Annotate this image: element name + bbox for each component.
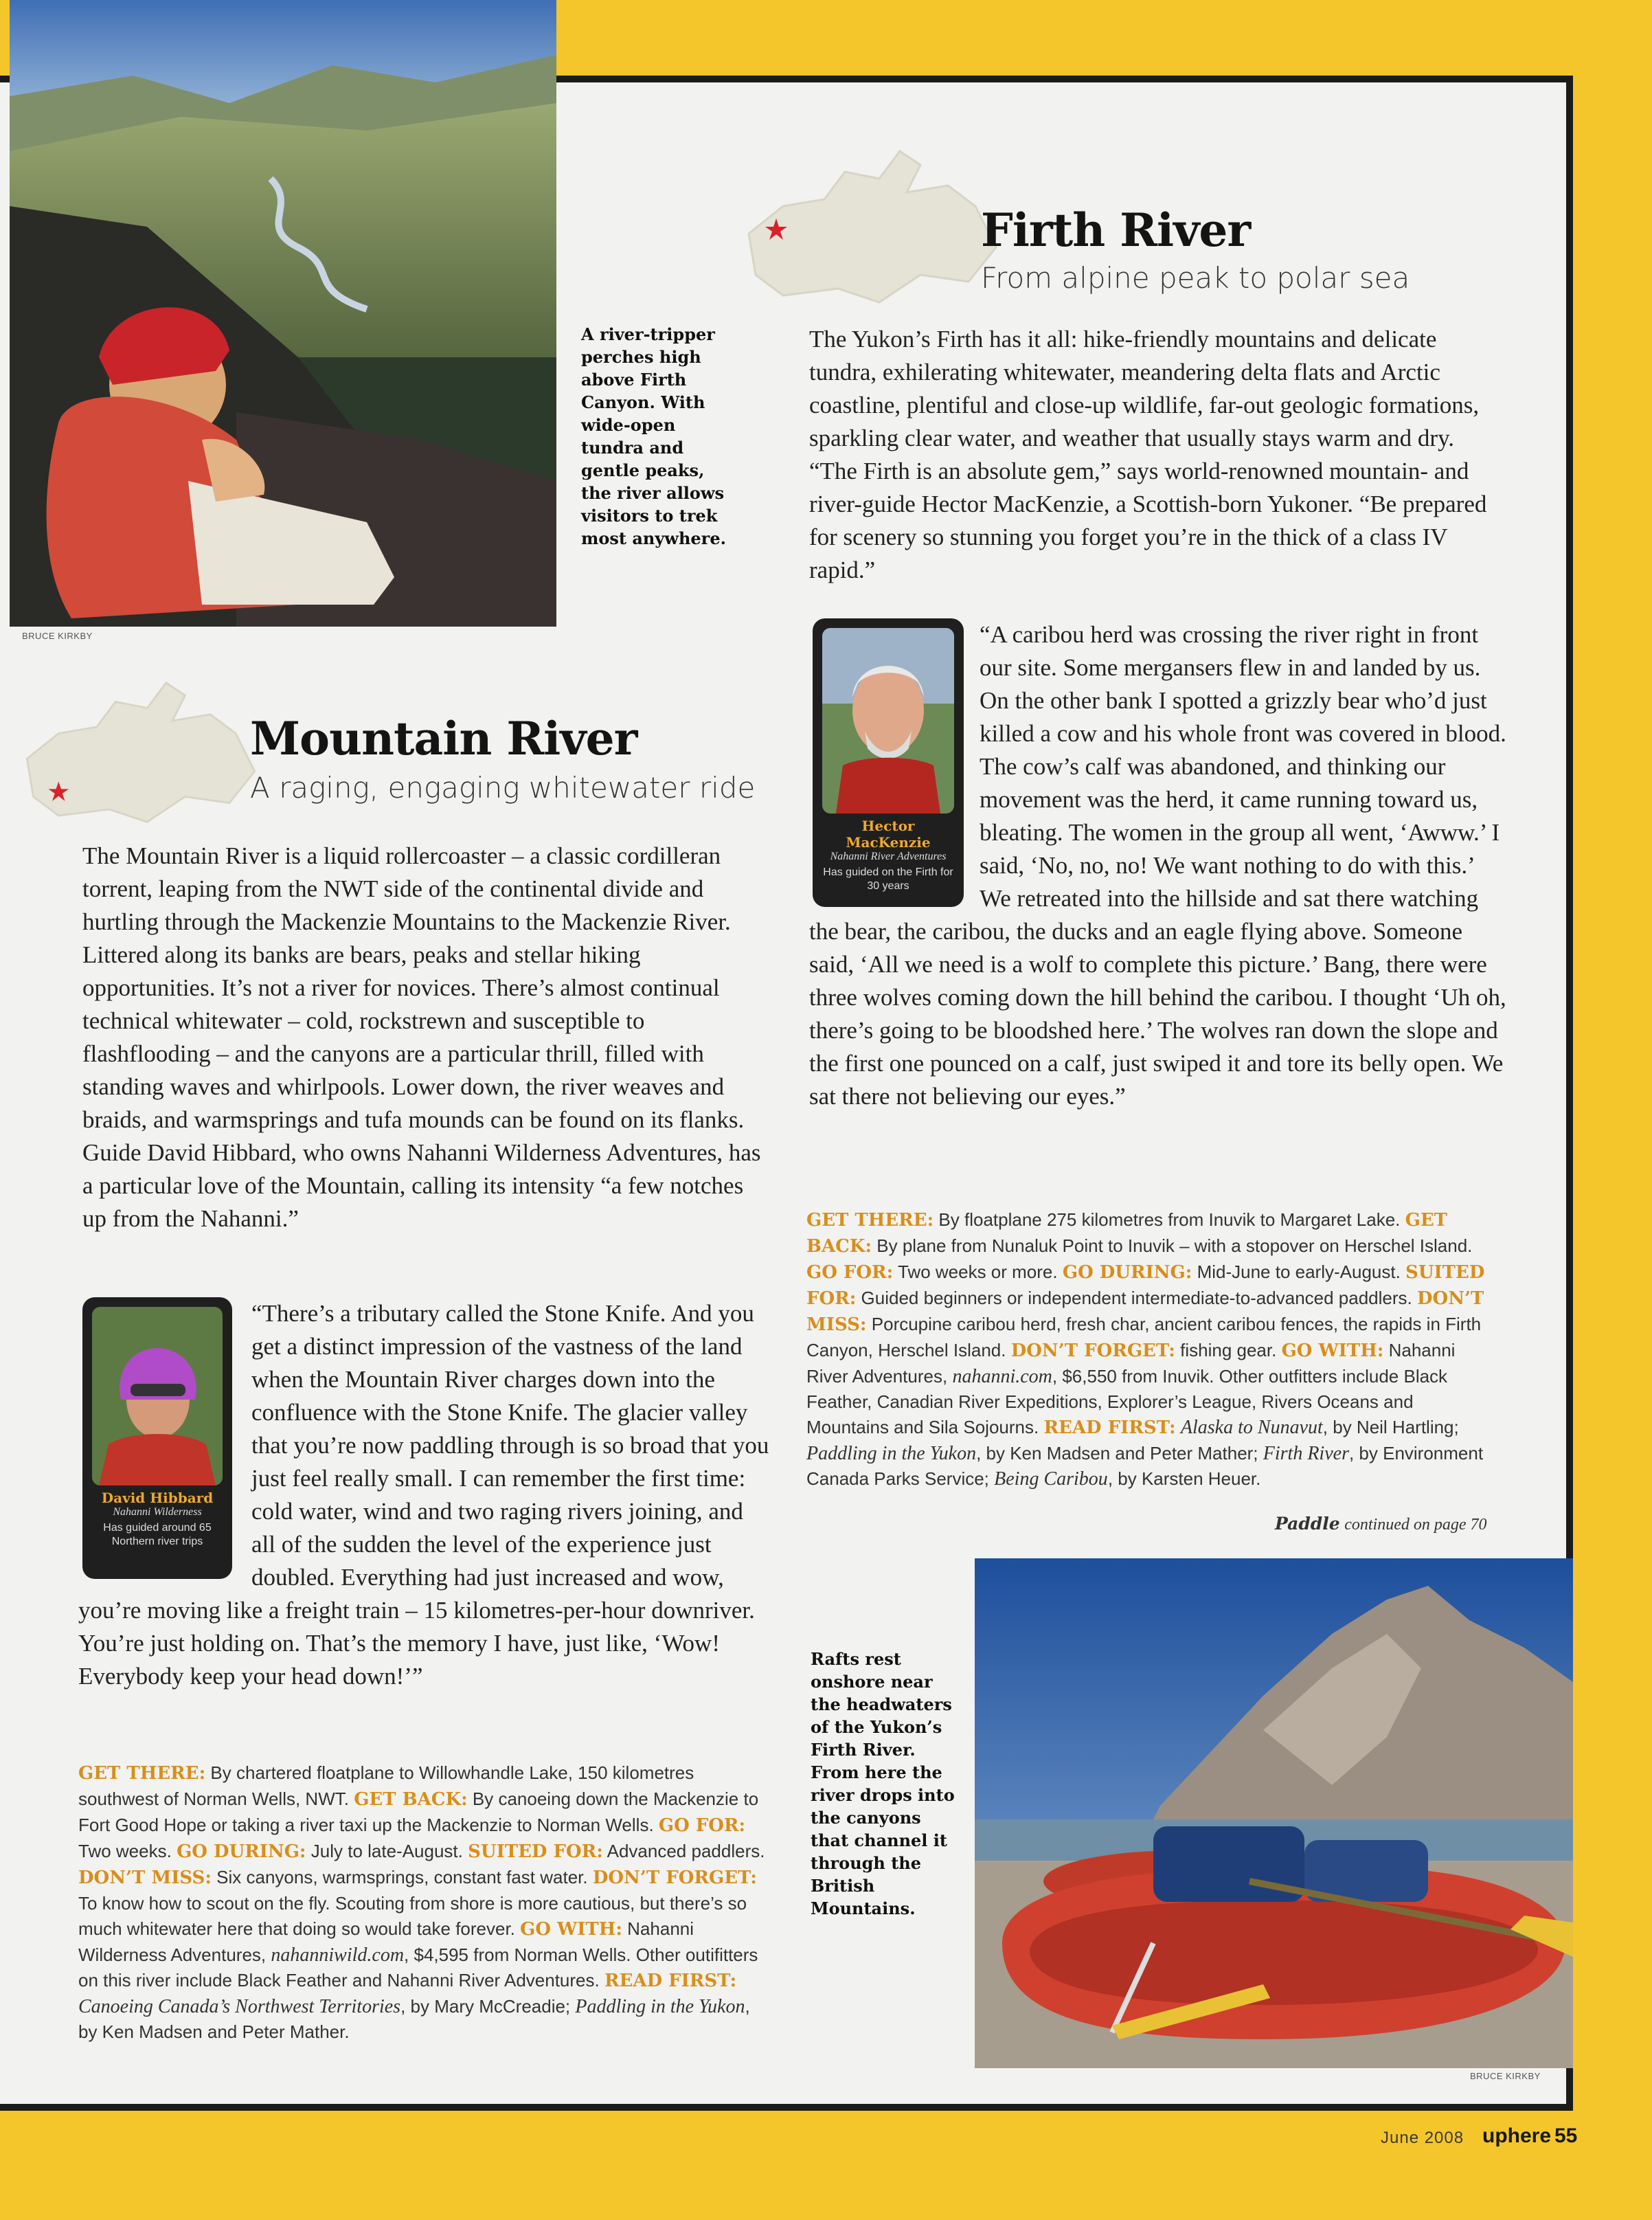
magazine-name: uphere	[1482, 2124, 1552, 2147]
firth-river-intro: The Yukon’s Firth has it all: hike-friendly mountains and delicate tundra, exhilerating whitewater, meandering delta flats and Arctic coastline, plentiful and close-up wildlife, far-out geologic formations, sparkling clear water, and weather that usually stays warm and dry. “The Firth is an absolute gem,” says world-renowned mountain- and river-guide Hector MacKenzie, a Scottish-born Yukoner. “Be prepared for scenery so stunning you forget you’re in the thick of a class IV rapid.”	[809, 326, 1487, 583]
top-photo-credit: BRUCE KIRKBY	[22, 631, 93, 641]
mountain-river-subtitle: A raging, engaging whitewater ride	[250, 771, 756, 805]
mountain-valley-photo	[10, 0, 556, 627]
mountain-river-facts: GET THERE: By chartered floatplane to Willowhandle Lake, 150 kilometres southwest of Norman Wells, NWT. GET BACK: By canoeing down the Mackenzie to Fort Good Hope or taking a river taxi up the Mackenzie to Norman Wells. GO FOR: Two weeks. GO DURING: July to late-August. SUITED FOR: Advanced paddlers. DON’T MISS: Six canyons, warmsprings, constant fast water. DON’T FORGET: To know how to scout on the fly. Scouting from shore is more cautious, but there’s so much whitewater here that doing so would take forever. GO WITH: Nahanni Wilderness Adventures, nahanniwild.com, $4,595 from Norman Wells. Other outifitters on this river include Black Feather and Nahanni River Adventures. READ FIRST: Canoeing Canada’s Northwest Territories, by Mary McCreadie; Paddling in the Yukon, by Ken Madsen and Peter Mather.	[78, 1762, 765, 2042]
guide-company-david: Nahanni Wilderness	[113, 1506, 202, 1518]
bottom-photo-caption: Rafts rest onshore near the headwaters of the Yukon’s Firth River. From here the river drops into the canyons that channel it through the British Mountains.	[811, 1649, 955, 1918]
guide-name-hector: Hector MacKenzie	[846, 818, 931, 851]
firth-quote-text: “A caribou herd was crossing the river right in front our site. Some mergansers flew in and landed by us. On the other bank I spotted a grizzly bear who’d just killed a cow and his whole front was covered in blood. The cow’s calf was abandoned, and thinking our movement was the herd, it came running toward us, bleating. The women in the group all went, ‘Awww.’ I said, ‘No, no, no! We want nothing to do with this.’ We retreated into the hillside and sat there watching the bear, the caribou, the ducks and an eagle flying above. Someone said, ‘All we need is a wolf to complete this picture.’ Bang, there were three wolves coming down the hill behind the caribou. I thought ‘Uh oh, there’s going to be bloodshed here.’ The wolves ran down the slope and the first one pounced on a calf, just swiped it and tore its belly open. We sat there not believing our eyes.”	[809, 621, 1506, 1110]
firth-river-quote	[809, 618, 1507, 1113]
canada-north-map-icon	[21, 670, 261, 835]
quote-wrap-spacer	[809, 618, 980, 907]
firth-river-title: Firth River	[981, 203, 1251, 257]
quote-wrap-spacer	[78, 1297, 251, 1586]
guide-experience-hector: Has guided on the Firth for 30 years	[823, 866, 953, 892]
guide-name-david: David Hibbard	[101, 1490, 214, 1506]
firth-river-subtitle: From alpine peak to polar sea	[981, 261, 1410, 295]
guide-company-hector: Nahanni River Adventures	[830, 851, 947, 862]
mountain-river-intro: The Mountain River is a liquid rollercoaster – a classic cordilleran torrent, leaping from the NWT side of the continental divide and hurtling through the Mackenzie Mountains to the Mackenzie River. Littered along its banks are bears, peaks and stellar hiking opportunities. It’s not a river for novices. There’s almost continual technical whitewater – cold, rockstrewn and susceptible to flashflooding – and the canyons are a particular thrill, filled with standing waves and whirlpools. Lower down, the river weaves and braids, and warmsprings and tufa mounds can be found on its flanks. Guide David Hibbard, who owns Nahanni Wilderness Adventures, has a particular love of the Mountain, calling its intensity “a few notches up from the Nahanni.”	[82, 842, 761, 1232]
page-number: 55	[1554, 2124, 1578, 2147]
mountain-valley-photo-art	[10, 0, 556, 627]
mountain-river-quote	[78, 1297, 772, 1693]
mountain-river-title: Mountain River	[250, 712, 637, 765]
guide-experience-david: Has guided around 65 Northern river trips	[103, 1522, 212, 1547]
bottom-photo-credit: BRUCE KIRKBY	[1470, 2071, 1541, 2081]
rafts-on-shore-photo-art	[975, 1558, 1573, 2068]
issue-date: June 2008	[1381, 2129, 1464, 2147]
rafts-on-shore-photo	[975, 1558, 1573, 2068]
continued-note: Paddle continued on page 70	[1275, 1514, 1487, 1534]
top-photo-caption: A river-tripper perches high above Firth Canyon. With wide-open tundra and gentle peaks, the river allows visitors to trek most anywhere.	[581, 324, 726, 548]
canada-north-map-icon	[742, 144, 1003, 309]
mountain-quote-text: “There’s a tributary called the Stone Knife. And you get a distinct impression of the vastness of the land when the Mountain River charges down into the confluence with the Stone Knife. The glacier valley that you’re now paddling through is so broad that you just feel really small. I can remember the first time: cold water, wind and two raging rivers joining, and all of the sudden the level of the experience just doubled. Everything had just increased and wow, you’re moving like a freight train – 15 kilometres-per-hour downriver. You’re just holding on. That’s the memory I have, just like, ‘Wow! Everybody keep your head down!’”	[78, 1300, 769, 1690]
firth-river-facts: GET THERE: By floatplane 275 kilometres from Inuvik to Margaret Lake. GET BACK: By plane from Nunaluk Point to Inuvik – with a stopover on Herschel Island. GO FOR: Two weeks or more. GO DURING: Mid-June to early-August. SUITED FOR: Guided beginners or independent intermediate-to-advanced paddlers. DON’T MISS: Porcupine caribou herd, fresh char, ancient caribou fences, the rapids in Firth Canyon, Herschel Island. DON’T FORGET: fishing gear. GO WITH: Nahanni River Adventures, nahanni.com, $6,550 from Inuvik. Other outfitters include Black Feather, Canadian River Expeditions, Explorer’s League, Rivers Oceans and Mountains and Sila Sojourns. READ FIRST: Alaska to Nunavut, by Neil Hartling; Paddling in the Yukon, by Ken Madsen and Peter Mather; Firth River, by Environment Canada Parks Service; Being Caribou, by Karsten Heuer.	[806, 1209, 1485, 1490]
